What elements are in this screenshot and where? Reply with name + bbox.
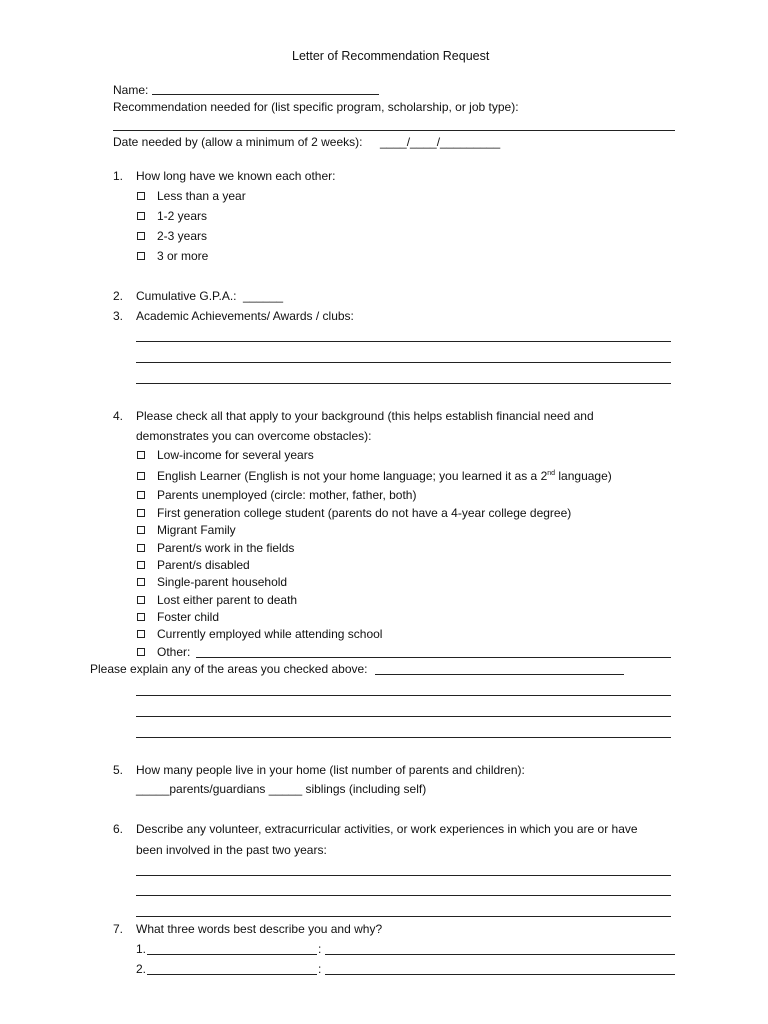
q1-number: 1. <box>113 169 124 183</box>
checkbox-migrant-family[interactable] <box>137 526 145 534</box>
explain-answer-line[interactable] <box>136 695 671 696</box>
q7-text: What three words best describe you and why? <box>136 922 383 936</box>
q1-option-4: 3 or more <box>157 249 209 263</box>
checkbox-single-parent[interactable] <box>137 578 145 586</box>
name-field[interactable] <box>152 94 379 95</box>
date-field[interactable]: ____/____/_________ <box>380 135 501 149</box>
q4-option-parents-fields: Parent/s work in the fields <box>157 541 295 555</box>
gpa-field[interactable]: ______ <box>243 289 284 303</box>
q6-text-line1: Describe any volunteer, extracurricular activities, or work experiences in which you are or have <box>136 822 638 836</box>
q4-option-first-generation: First generation college student (parents do not have a 4-year college degree) <box>157 506 572 520</box>
checkbox-3-or-more[interactable] <box>137 252 145 260</box>
page-title: Letter of Recommendation Request <box>292 49 490 63</box>
recommendation-field[interactable] <box>113 130 675 131</box>
q3-answer-line[interactable] <box>136 341 671 342</box>
explain-answer-line[interactable] <box>136 737 671 738</box>
q5-text: How many people live in your home (list number of parents and children): <box>136 763 525 777</box>
checkbox-first-generation[interactable] <box>137 509 145 517</box>
q1-option-2: 1-2 years <box>157 209 208 223</box>
q7-reason-2-field[interactable] <box>325 974 675 975</box>
q4-option-other: Other: <box>157 645 191 659</box>
q4-option-lost-parent: Lost either parent to death <box>157 593 298 607</box>
q4-option-single-parent: Single-parent household <box>157 575 288 589</box>
q5-household-fields[interactable]: _____parents/guardians _____ siblings (including self) <box>136 782 427 796</box>
q7-item-1-colon: : <box>318 942 322 956</box>
q7-item-1-number: 1. <box>136 942 147 956</box>
q3-number: 3. <box>113 309 124 323</box>
superscript-nd: nd <box>547 470 556 477</box>
q3-answer-line[interactable] <box>136 383 671 384</box>
checkbox-parents-fields[interactable] <box>137 544 145 552</box>
q4-option-low-income: Low-income for several years <box>157 448 314 462</box>
q4-option-foster-child: Foster child <box>157 610 220 624</box>
q6-answer-line[interactable] <box>136 916 671 917</box>
q3-text: Academic Achievements/ Awards / clubs: <box>136 309 354 323</box>
q4-option-migrant-family: Migrant Family <box>157 523 236 537</box>
q2-number: 2. <box>113 289 124 303</box>
q3-answer-line[interactable] <box>136 362 671 363</box>
q2-text: Cumulative G.P.A.: <box>136 289 237 303</box>
checkbox-foster-child[interactable] <box>137 613 145 621</box>
q7-item-2-number: 2. <box>136 962 147 976</box>
q7-item-2-colon: : <box>318 962 322 976</box>
date-label: Date needed by (allow a minimum of 2 weeks): <box>113 135 363 149</box>
checkbox-1-2-years[interactable] <box>137 212 145 220</box>
q7-number: 7. <box>113 922 124 936</box>
checkbox-less-than-year[interactable] <box>137 192 145 200</box>
q1-option-1: Less than a year <box>157 189 246 203</box>
q7-word-1-field[interactable] <box>147 954 317 955</box>
explain-field[interactable] <box>375 674 624 675</box>
q4-number: 4. <box>113 409 124 423</box>
other-field[interactable] <box>196 657 671 658</box>
checkbox-currently-employed[interactable] <box>137 630 145 638</box>
q4-option-parents-disabled: Parent/s disabled <box>157 558 250 572</box>
q1-text: How long have we known each other: <box>136 169 336 183</box>
checkbox-parents-unemployed[interactable] <box>137 491 145 499</box>
q7-reason-1-field[interactable] <box>325 954 675 955</box>
q5-number: 5. <box>113 763 124 777</box>
q4-text-line2: demonstrates you can overcome obstacles): <box>136 429 372 443</box>
explain-answer-line[interactable] <box>136 716 671 717</box>
q6-text-line2: been involved in the past two years: <box>136 843 327 857</box>
checkbox-parents-disabled[interactable] <box>137 561 145 569</box>
recommendation-label: Recommendation needed for (list specific program, scholarship, or job type): <box>113 100 519 114</box>
checkbox-lost-parent[interactable] <box>137 596 145 604</box>
q1-option-3: 2-3 years <box>157 229 208 243</box>
checkbox-other[interactable] <box>137 648 145 656</box>
q4-option-parents-unemployed: Parents unemployed (circle: mother, father, both) <box>157 488 417 502</box>
checkbox-2-3-years[interactable] <box>137 232 145 240</box>
q6-answer-line[interactable] <box>136 875 671 876</box>
q4-option-currently-employed: Currently employed while attending school <box>157 627 383 641</box>
q6-number: 6. <box>113 822 124 836</box>
checkbox-english-learner[interactable] <box>137 472 145 480</box>
q7-word-2-field[interactable] <box>147 974 317 975</box>
q4-text-line1: Please check all that apply to your background (this helps establish financial need and <box>136 409 594 423</box>
q6-answer-line[interactable] <box>136 895 671 896</box>
name-label: Name: <box>113 83 149 97</box>
q4-option-english-learner: English Learner (English is not your home language; you learned it as a 2nd language) <box>157 469 612 483</box>
explain-label: Please explain any of the areas you checked above: <box>90 662 368 676</box>
checkbox-low-income[interactable] <box>137 451 145 459</box>
